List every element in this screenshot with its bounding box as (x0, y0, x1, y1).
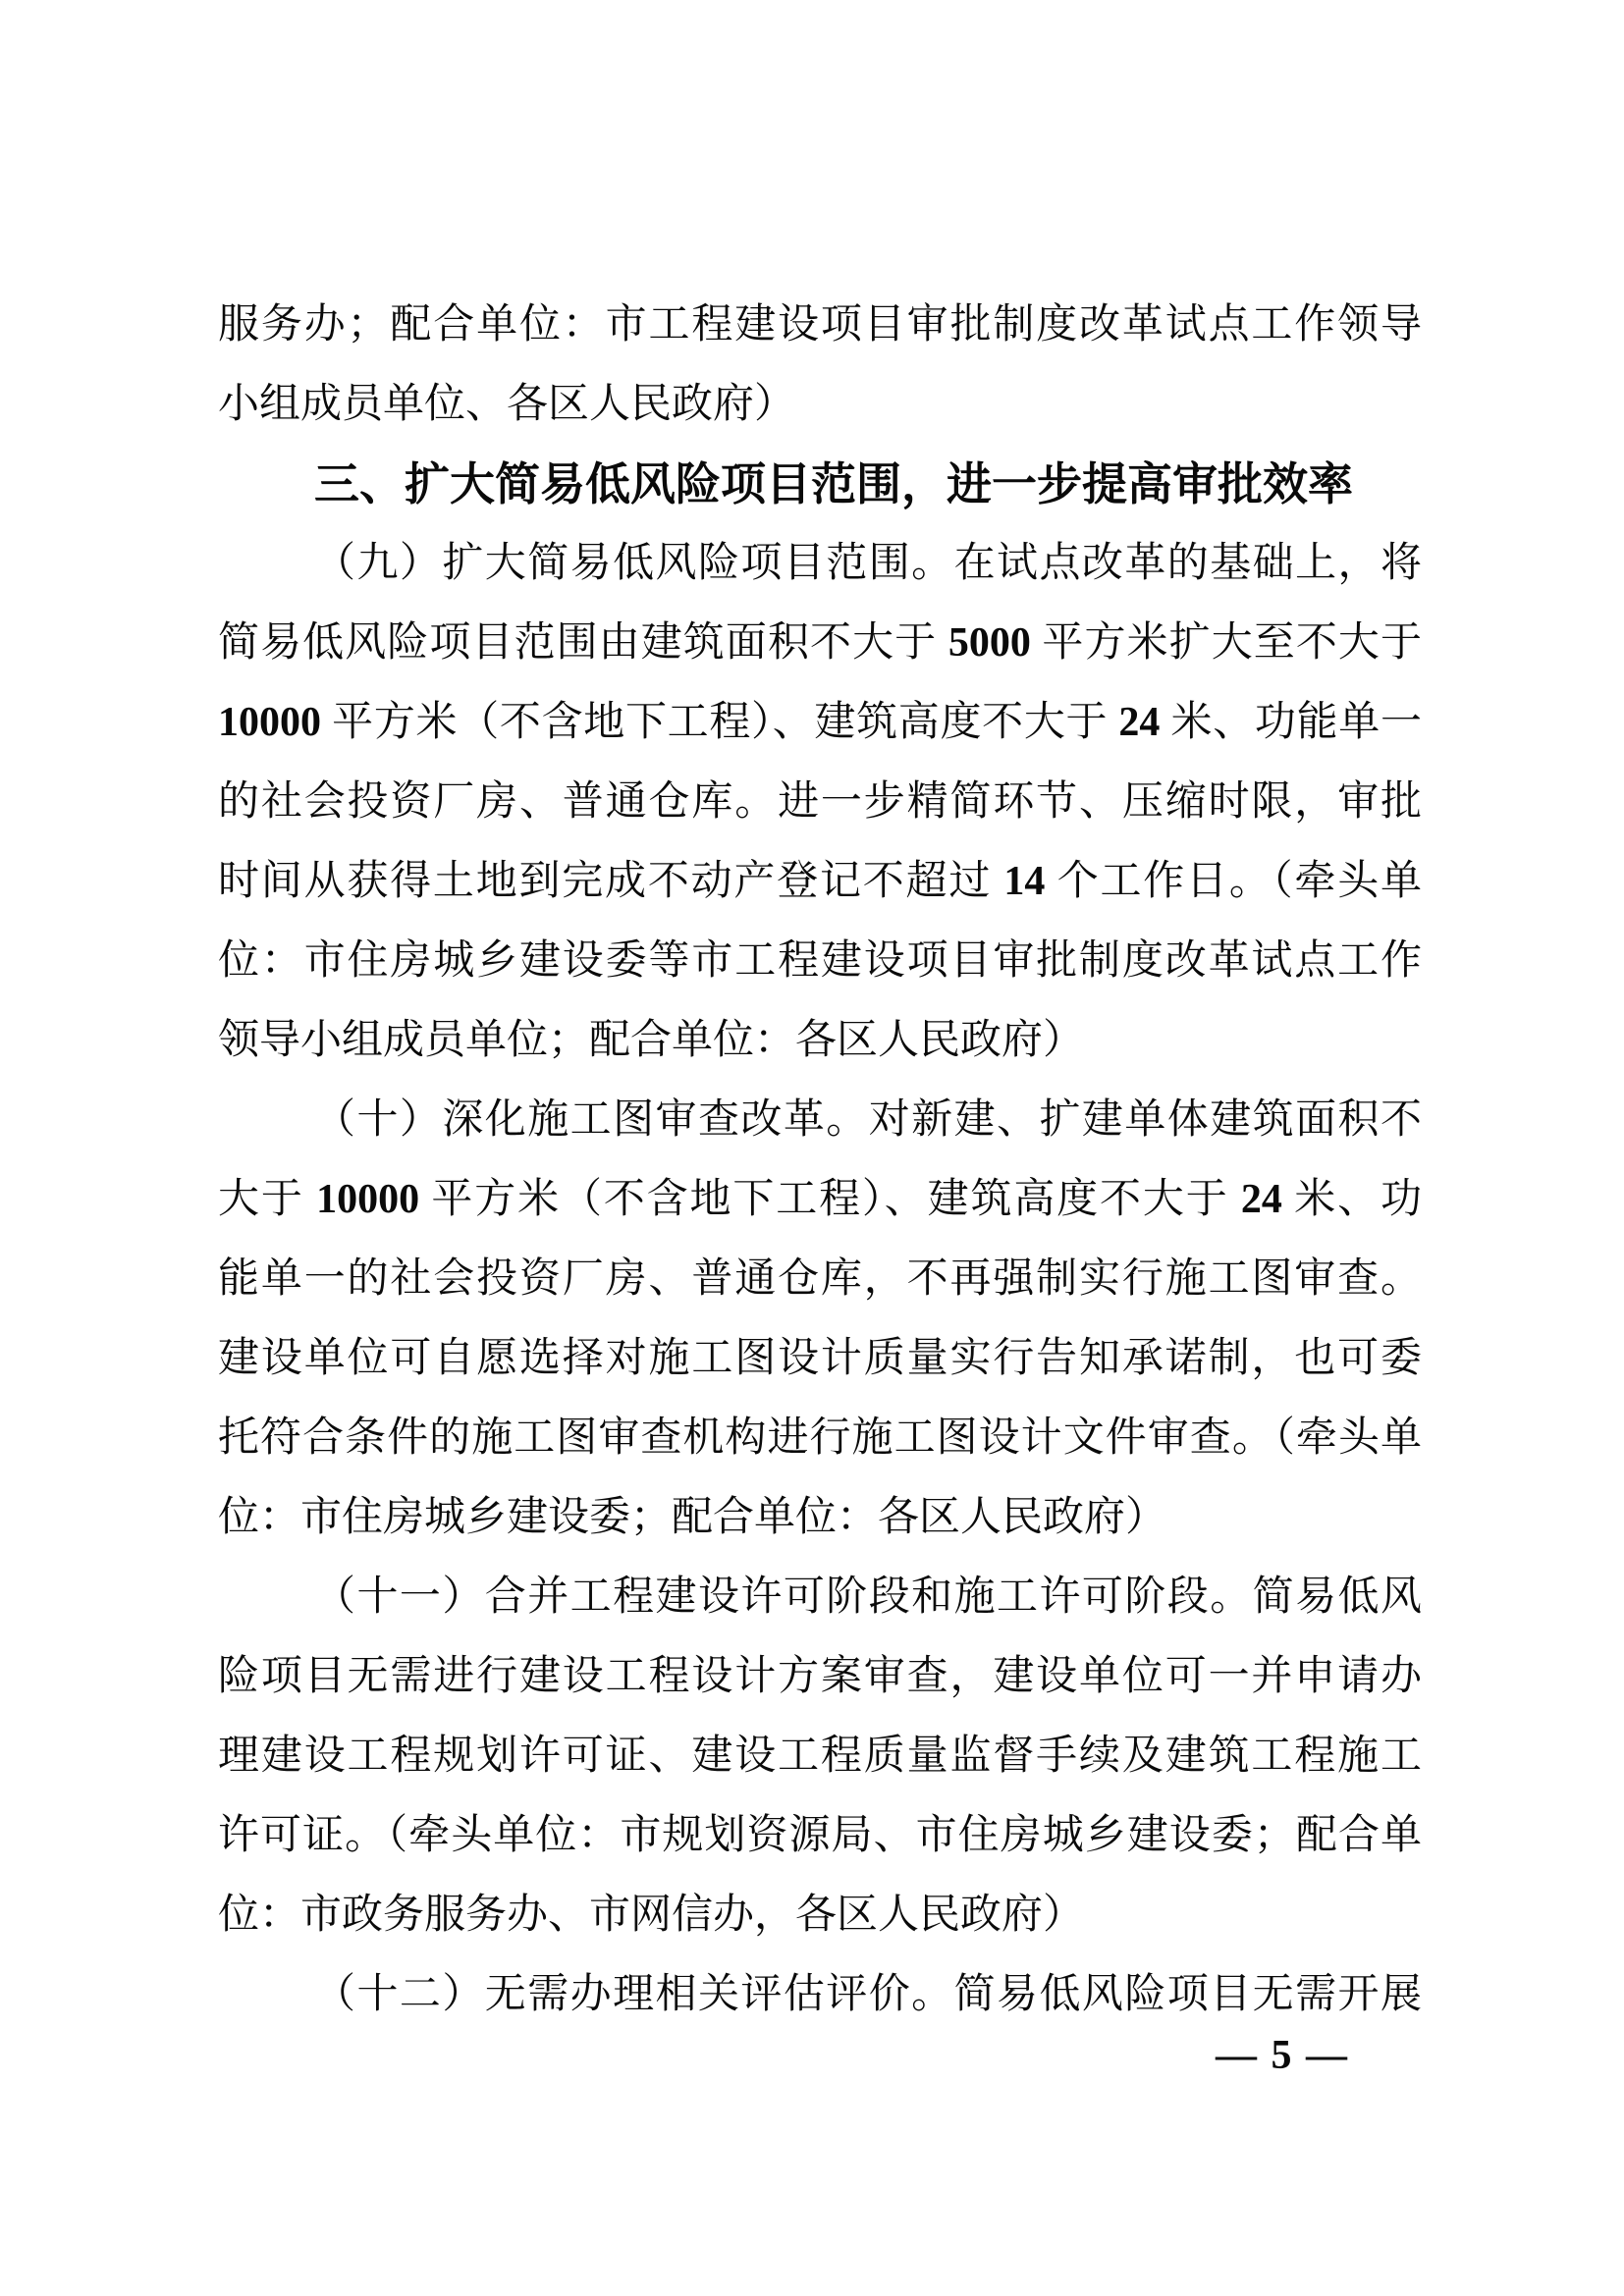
text-run: 建设单位可自愿选择对施工图设计质量实行告知承诺制，也可委 (218, 1336, 1422, 1381)
number-run: 24 (1118, 700, 1161, 745)
number-run: 10000 (218, 700, 321, 745)
text-run: 米、功能单一 (1160, 700, 1422, 745)
text-run: 领导小组成员单位；配合单位：各区人民政府） (218, 1018, 1085, 1063)
text-run: 理建设工程规划许可证、建设工程质量监督手续及建筑工程施工 (218, 1734, 1422, 1779)
text-run: 平方米（不含地下工程）、建筑高度不大于 (321, 700, 1119, 745)
number-run: 24 (1240, 1177, 1282, 1222)
text-line (218, 1160, 1422, 1240)
text-run: 位：市政务服务办、市网信办，各区人民政府） (218, 1893, 1085, 1938)
heading-run: 三、扩大简易低风险项目范围，进一步提高审批效率 (314, 458, 1353, 509)
text-run: 服务办；配合单位：市工程建设项目审批制度改革试点工作领导 (218, 302, 1422, 347)
lead-run: （十二）无需办理相关评估评价。 (314, 1972, 954, 2017)
text-line (218, 365, 1422, 445)
text-run: 险项目无需进行建设工程设计方案审查，建设单位可一并申请办 (218, 1654, 1422, 1699)
text-run: 小组成员单位、各区人民政府） (218, 382, 796, 427)
text-line (218, 842, 1422, 922)
number-run: 5000 (947, 620, 1031, 666)
page-number: — 5 — (1216, 2033, 1349, 2078)
section-heading (218, 445, 1422, 524)
text-run: 位：市住房城乡建设委等市工程建设项目审批制度改革试点工作 (218, 938, 1422, 984)
text-run: 简易低风险项目无需开展 (953, 1972, 1422, 2017)
text-run: 简易低风 (1252, 1575, 1422, 1620)
text-line (218, 922, 1422, 1001)
text-line (218, 1081, 1422, 1160)
document-body (218, 286, 1422, 2035)
text-line (218, 1876, 1422, 1955)
text-line (218, 1558, 1422, 1637)
text-run: 时间从获得土地到完成不动产登记不超过 (218, 859, 1004, 904)
text-run: 平方米（不含地下工程）、建筑高度不大于 (419, 1177, 1241, 1222)
text-run: 在试点改革的基础上，将 (953, 541, 1422, 586)
text-run: 能单一的社会投资厂房、普通仓库，不再强制实行施工图审查。 (218, 1256, 1422, 1302)
text-run: 许可证。（牵头单位：市规划资源局、市住房城乡建设委；配合单 (218, 1813, 1422, 1858)
text-line (218, 604, 1422, 683)
text-run: 对新建、扩建单体建筑面积不 (868, 1097, 1422, 1143)
text-line (218, 1319, 1422, 1399)
text-line (218, 1240, 1422, 1319)
text-run: 的社会投资厂房、普通仓库。进一步精简环节、压缩时限，审批 (218, 779, 1422, 825)
lead-run: （十）深化施工图审查改革。 (314, 1097, 869, 1143)
text-run: 平方米扩大至不大于 (1030, 620, 1422, 666)
number-run: 14 (1003, 859, 1046, 904)
text-line (218, 683, 1422, 763)
text-line (218, 1955, 1422, 2035)
lead-run: （九）扩大简易低风险项目范围。 (314, 541, 954, 586)
lead-run: （十一）合并工程建设许可阶段和施工许可阶段。 (314, 1575, 1253, 1620)
text-line (218, 1717, 1422, 1796)
text-line (218, 1001, 1422, 1081)
number-run: 10000 (316, 1177, 420, 1222)
text-line (218, 286, 1422, 365)
text-line (218, 1399, 1422, 1478)
text-line (218, 1637, 1422, 1717)
text-line (218, 1478, 1422, 1558)
text-line (218, 1796, 1422, 1876)
text-run: 个工作日。（牵头单 (1045, 859, 1422, 904)
text-line (218, 763, 1422, 842)
text-run: 大于 (218, 1177, 317, 1222)
text-run: 米、功 (1281, 1177, 1422, 1222)
text-run: 托符合条件的施工图审查机构进行施工图设计文件审查。（牵头单 (218, 1415, 1422, 1461)
text-run: 位：市住房城乡建设委；配合单位：各区人民政府） (218, 1495, 1167, 1540)
text-run: 简易低风险项目范围由建筑面积不大于 (218, 620, 948, 666)
text-line (218, 524, 1422, 604)
